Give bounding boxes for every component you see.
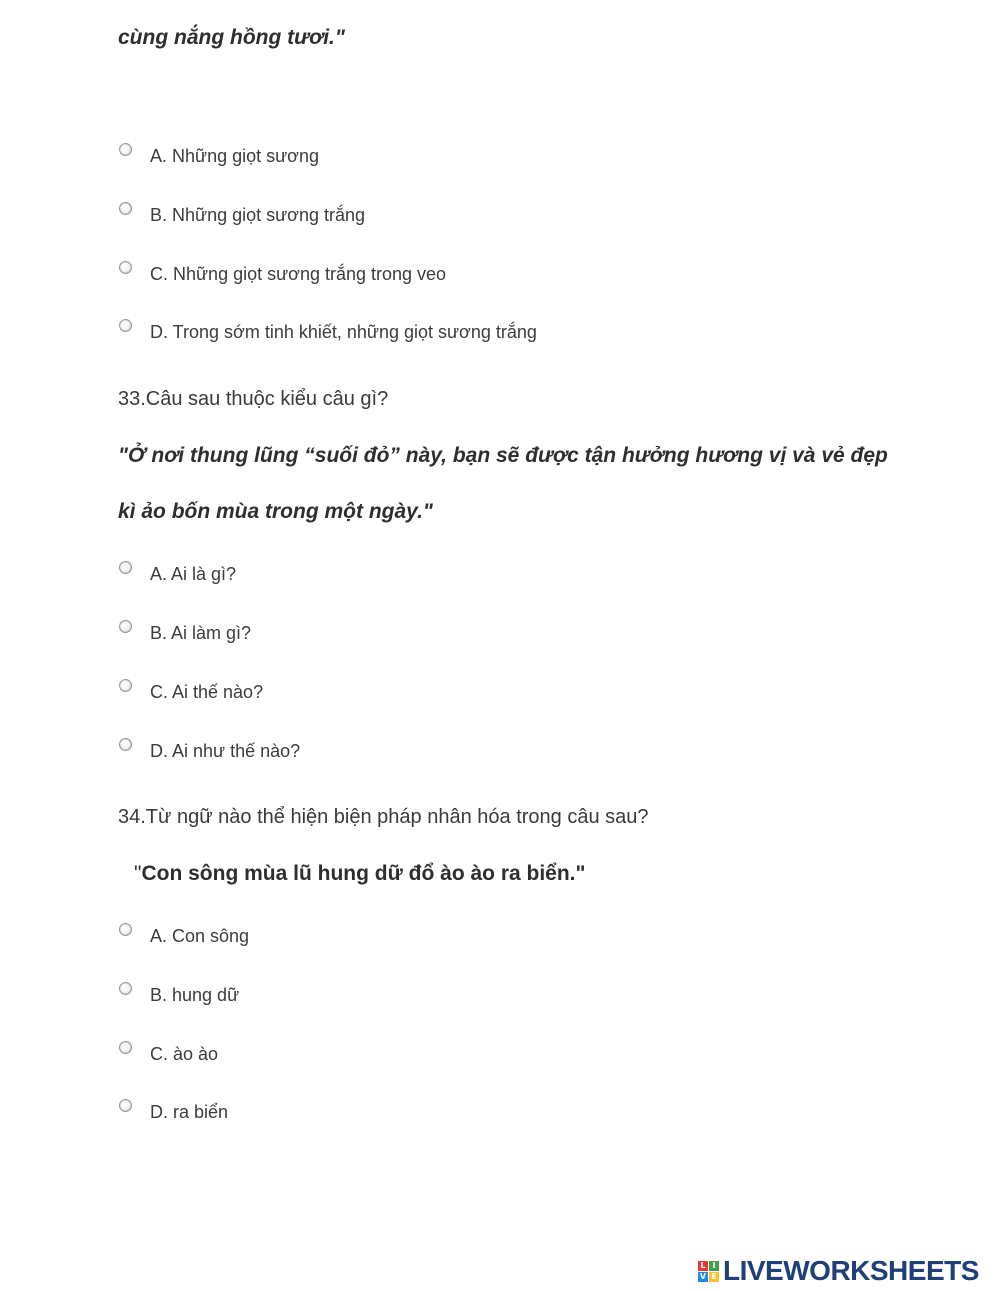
radio-button[interactable] [119,202,132,215]
radio-button[interactable] [119,561,132,574]
logo-block: L [698,1261,708,1271]
option-label: A. Con sông [150,926,250,946]
question-33: 33.Câu sau thuộc kiểu câu gì? [118,388,389,410]
option-label: A. Những giọt sương [150,146,319,166]
radio-button[interactable] [119,261,132,274]
option-label: B. hung dữ [150,985,240,1005]
radio-button[interactable] [119,679,132,692]
quote-q33-line1: "Ở nơi thung lũng “suối đỏ” này, bạn sẽ được tận hưởng hương vị và vẻ đẹp [118,444,888,467]
option-label: B. Ai làm gì? [150,623,252,643]
radio-button[interactable] [119,319,132,332]
radio-button[interactable] [119,923,132,936]
quote-fragment: cùng nắng hồng tươi." [118,26,345,49]
radio-button[interactable] [119,620,132,633]
quote-open-mark: " [134,862,142,885]
radio-button[interactable] [119,143,132,156]
logo-block: E [709,1272,719,1282]
option-label: C. Ai thế nào? [150,682,264,702]
question-34: 34.Từ ngữ nào thể hiện biện pháp nhân hóa trong câu sau? [118,806,649,828]
radio-button[interactable] [119,738,132,751]
liveworksheets-logo [698,1255,979,1287]
option-label: D. Trong sớm tinh khiết, những giọt sương trắng [150,322,537,342]
option-label: A. Ai là gì? [150,564,237,584]
option-label: B. Những giọt sương trắng [150,205,366,225]
radio-button[interactable] [119,1041,132,1054]
radio-button[interactable] [119,982,132,995]
logo-icon [698,1261,719,1282]
option-label: D. Ai như thế nào? [150,741,301,761]
quote-q34-text: Con sông mùa lũ hung dữ đổ ào ào ra biển." [141,862,586,885]
option-label: D. ra biển [150,1102,229,1122]
option-label: C. ào ào [150,1044,219,1064]
option-label: C. Những giọt sương trắng trong veo [150,264,447,284]
radio-button[interactable] [119,1099,132,1112]
logo-block: V [699,1271,707,1281]
logo-block: I [709,1261,719,1271]
quote-q33-line2: kì ảo bốn mùa trong một ngày." [118,500,433,523]
logo-text: LIVEWORKSHEETS [723,1255,979,1286]
quote-q34 [134,862,585,886]
